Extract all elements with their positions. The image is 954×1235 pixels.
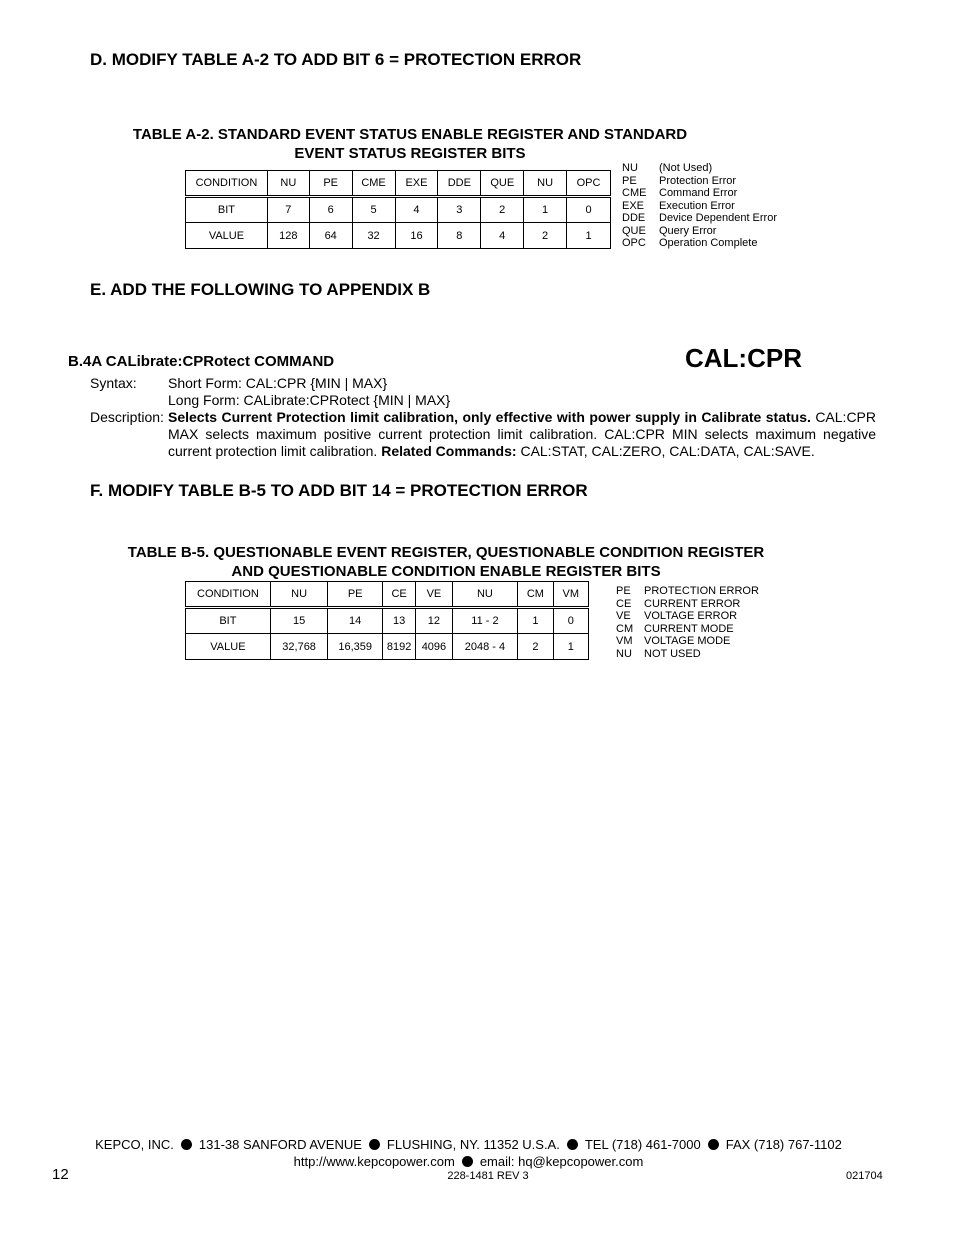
table-cell: NU [452,582,518,608]
table-cell: NU [270,582,328,608]
bullet-icon [181,1139,192,1150]
related-label: Related Commands: [381,443,517,459]
legend-entry [622,212,777,225]
footer-email[interactable]: email: hq@kepcopower.com [479,1154,644,1169]
table-cell: 1 [567,223,611,249]
table-cell: 13 [382,608,415,634]
legend-desc: Protection Error [659,174,737,187]
footer-city: FLUSHING, NY. 11352 U.S.A. [386,1137,560,1152]
table-b5-condition-row [186,582,589,608]
table-cell: CONDITION [186,582,271,608]
legend-desc: CURRENT ERROR [644,597,741,610]
table-cell: 128 [267,223,309,249]
table-cell: 16,359 [328,634,383,660]
table-b5-title [90,543,802,581]
table-a2-condition-row [186,171,611,197]
legend-abbr: PE [622,174,637,187]
legend-entry [622,175,777,188]
footer-tel: TEL (718) 461-7000 [584,1137,701,1152]
table-cell: PE [328,582,383,608]
table-cell: BIT [186,608,271,634]
legend-entry [616,585,759,598]
table-cell: 1 [518,608,553,634]
table-cell: EXE [395,171,438,197]
table-cell: 12 [416,608,452,634]
legend-entry [616,610,759,623]
legend-desc: Operation Complete [659,237,758,249]
legend-entry [622,225,777,238]
legend-desc: VOLTAGE ERROR [644,610,738,622]
description-label: Description: [90,409,164,425]
bullet-icon [708,1139,719,1150]
command-tag: CAL:CPR [685,343,802,373]
table-cell: DDE [438,171,481,197]
table-b5 [185,581,589,660]
table-cell: BIT [186,197,268,223]
legend-abbr: VE [616,610,631,622]
section-e-heading: E. ADD THE FOLLOWING TO APPENDIX B [90,280,431,299]
table-b5-value-row [186,634,589,660]
footer-company: KEPCO, INC. [95,1137,174,1152]
table-cell: 6 [309,197,352,223]
legend-desc: PROTECTION ERROR [644,585,759,597]
legend-entry [616,648,759,661]
table-a2-title [100,125,720,163]
table-a2 [185,170,611,249]
legend-entry [616,598,759,611]
table-b5-legend [616,585,759,660]
table-b5-title-line2: AND QUESTIONABLE CONDITION ENABLE REGISTER BITS [231,563,661,580]
table-cell: VALUE [186,634,271,660]
table-cell: 8192 [382,634,415,660]
bullet-icon [567,1139,578,1150]
table-b5-title-line1: TABLE B-5. QUESTIONABLE EVENT REGISTER, QUESTIONABLE CONDITION REGISTER [127,544,765,561]
table-cell: 0 [553,608,588,634]
table-a2-title-line2: EVENT STATUS REGISTER BITS [294,145,526,162]
legend-entry [616,623,759,636]
description-text: CAL:CPR MAX selects maximum positive current protection limit calibration. CAL:CPR MIN selects maximum negative current protection limit calibration. [168,409,877,459]
table-cell: 8 [438,223,481,249]
section-d-heading: D. MODIFY TABLE A-2 TO ADD BIT 6 = PROTECTION ERROR [90,50,582,69]
table-cell: 2 [524,223,567,249]
table-cell: 64 [309,223,352,249]
table-a2-legend [622,162,777,250]
legend-abbr: NU [622,162,638,174]
legend-desc: NOT USED [644,647,701,660]
table-cell: 32,768 [270,634,328,660]
table-cell: 14 [328,608,383,634]
legend-desc: CURRENT MODE [644,622,734,635]
section-f-heading: F. MODIFY TABLE B-5 TO ADD BIT 14 = PROTECTION ERROR [90,481,588,500]
table-cell: CONDITION [186,171,268,197]
table-cell: 15 [270,608,328,634]
legend-abbr: PE [616,585,631,597]
table-cell: 7 [267,197,309,223]
legend-entry [622,162,777,175]
legend-abbr: DDE [622,212,646,224]
date-code: 021704 [846,1170,883,1182]
table-cell: CME [352,171,395,197]
legend-abbr: CM [616,622,634,635]
syntax-short-form: Short Form: CAL:CPR {MIN | MAX} [168,375,388,391]
legend-desc: (Not Used) [659,162,713,174]
table-cell: VM [553,582,588,608]
description-body [168,409,876,460]
legend-abbr: VM [616,635,633,647]
footer-contact-line [0,1154,937,1169]
table-cell: 2048 - 4 [452,634,518,660]
footer-address: 131-38 SANFORD AVENUE [198,1137,362,1152]
legend-entry [622,187,777,200]
footer-fax: FAX (718) 767-1102 [725,1137,842,1152]
footer-address-line [0,1137,937,1152]
table-a2-value-row [186,223,611,249]
legend-abbr: NU [616,647,632,660]
table-cell: OPC [567,171,611,197]
table-cell: 4096 [416,634,452,660]
legend-abbr: EXE [622,199,645,212]
table-b5-bit-row [186,608,589,634]
table-cell: 32 [352,223,395,249]
table-cell: CM [518,582,553,608]
table-cell: NU [267,171,309,197]
bullet-icon [462,1156,473,1167]
table-cell: 4 [481,223,524,249]
legend-abbr: CME [622,187,647,199]
table-cell: NU [524,171,567,197]
legend-desc: Device Dependent Error [659,212,778,224]
table-cell: 3 [438,197,481,223]
legend-abbr: QUE [622,224,646,237]
related-text: CAL:STAT, CAL:ZERO, CAL:DATA, CAL:SAVE. [516,443,815,459]
table-cell: 2 [518,634,553,660]
table-cell: 16 [395,223,438,249]
legend-entry [622,237,777,250]
legend-entry [616,635,759,648]
legend-abbr: CE [616,597,632,610]
legend-desc: Command Error [659,187,738,199]
table-cell: VE [416,582,452,608]
table-cell: 11 - 2 [452,608,518,634]
syntax-label: Syntax: [90,375,137,391]
doc-number: 228-1481 REV 3 [447,1170,529,1182]
legend-desc: VOLTAGE MODE [644,635,731,647]
description-bold: Selects Current Protection limit calibration, only effective with power supply in Calibrate status. [168,409,811,425]
footer-web-link[interactable]: http://www.kepcopower.com [293,1154,455,1169]
syntax-long-form: Long Form: CALibrate:CPRotect {MIN | MAX} [168,392,451,408]
table-cell: 1 [553,634,588,660]
table-cell: VALUE [186,223,268,249]
table-cell: 2 [481,197,524,223]
table-cell: 4 [395,197,438,223]
table-cell: 5 [352,197,395,223]
table-cell: QUE [481,171,524,197]
legend-desc: Query Error [659,224,717,237]
legend-entry [622,200,777,213]
page-number: 12 [52,1166,69,1183]
table-cell: 1 [524,197,567,223]
legend-abbr: OPC [622,237,646,249]
command-heading: B.4A CALibrate:CPRotect COMMAND [68,353,335,370]
table-a2-title-line1: TABLE A-2. STANDARD EVENT STATUS ENABLE REGISTER AND STANDARD [132,126,688,143]
bullet-icon [369,1139,380,1150]
table-cell: CE [382,582,415,608]
table-cell: 0 [567,197,611,223]
table-a2-bit-row [186,197,611,223]
table-cell: PE [309,171,352,197]
legend-desc: Execution Error [659,199,735,212]
